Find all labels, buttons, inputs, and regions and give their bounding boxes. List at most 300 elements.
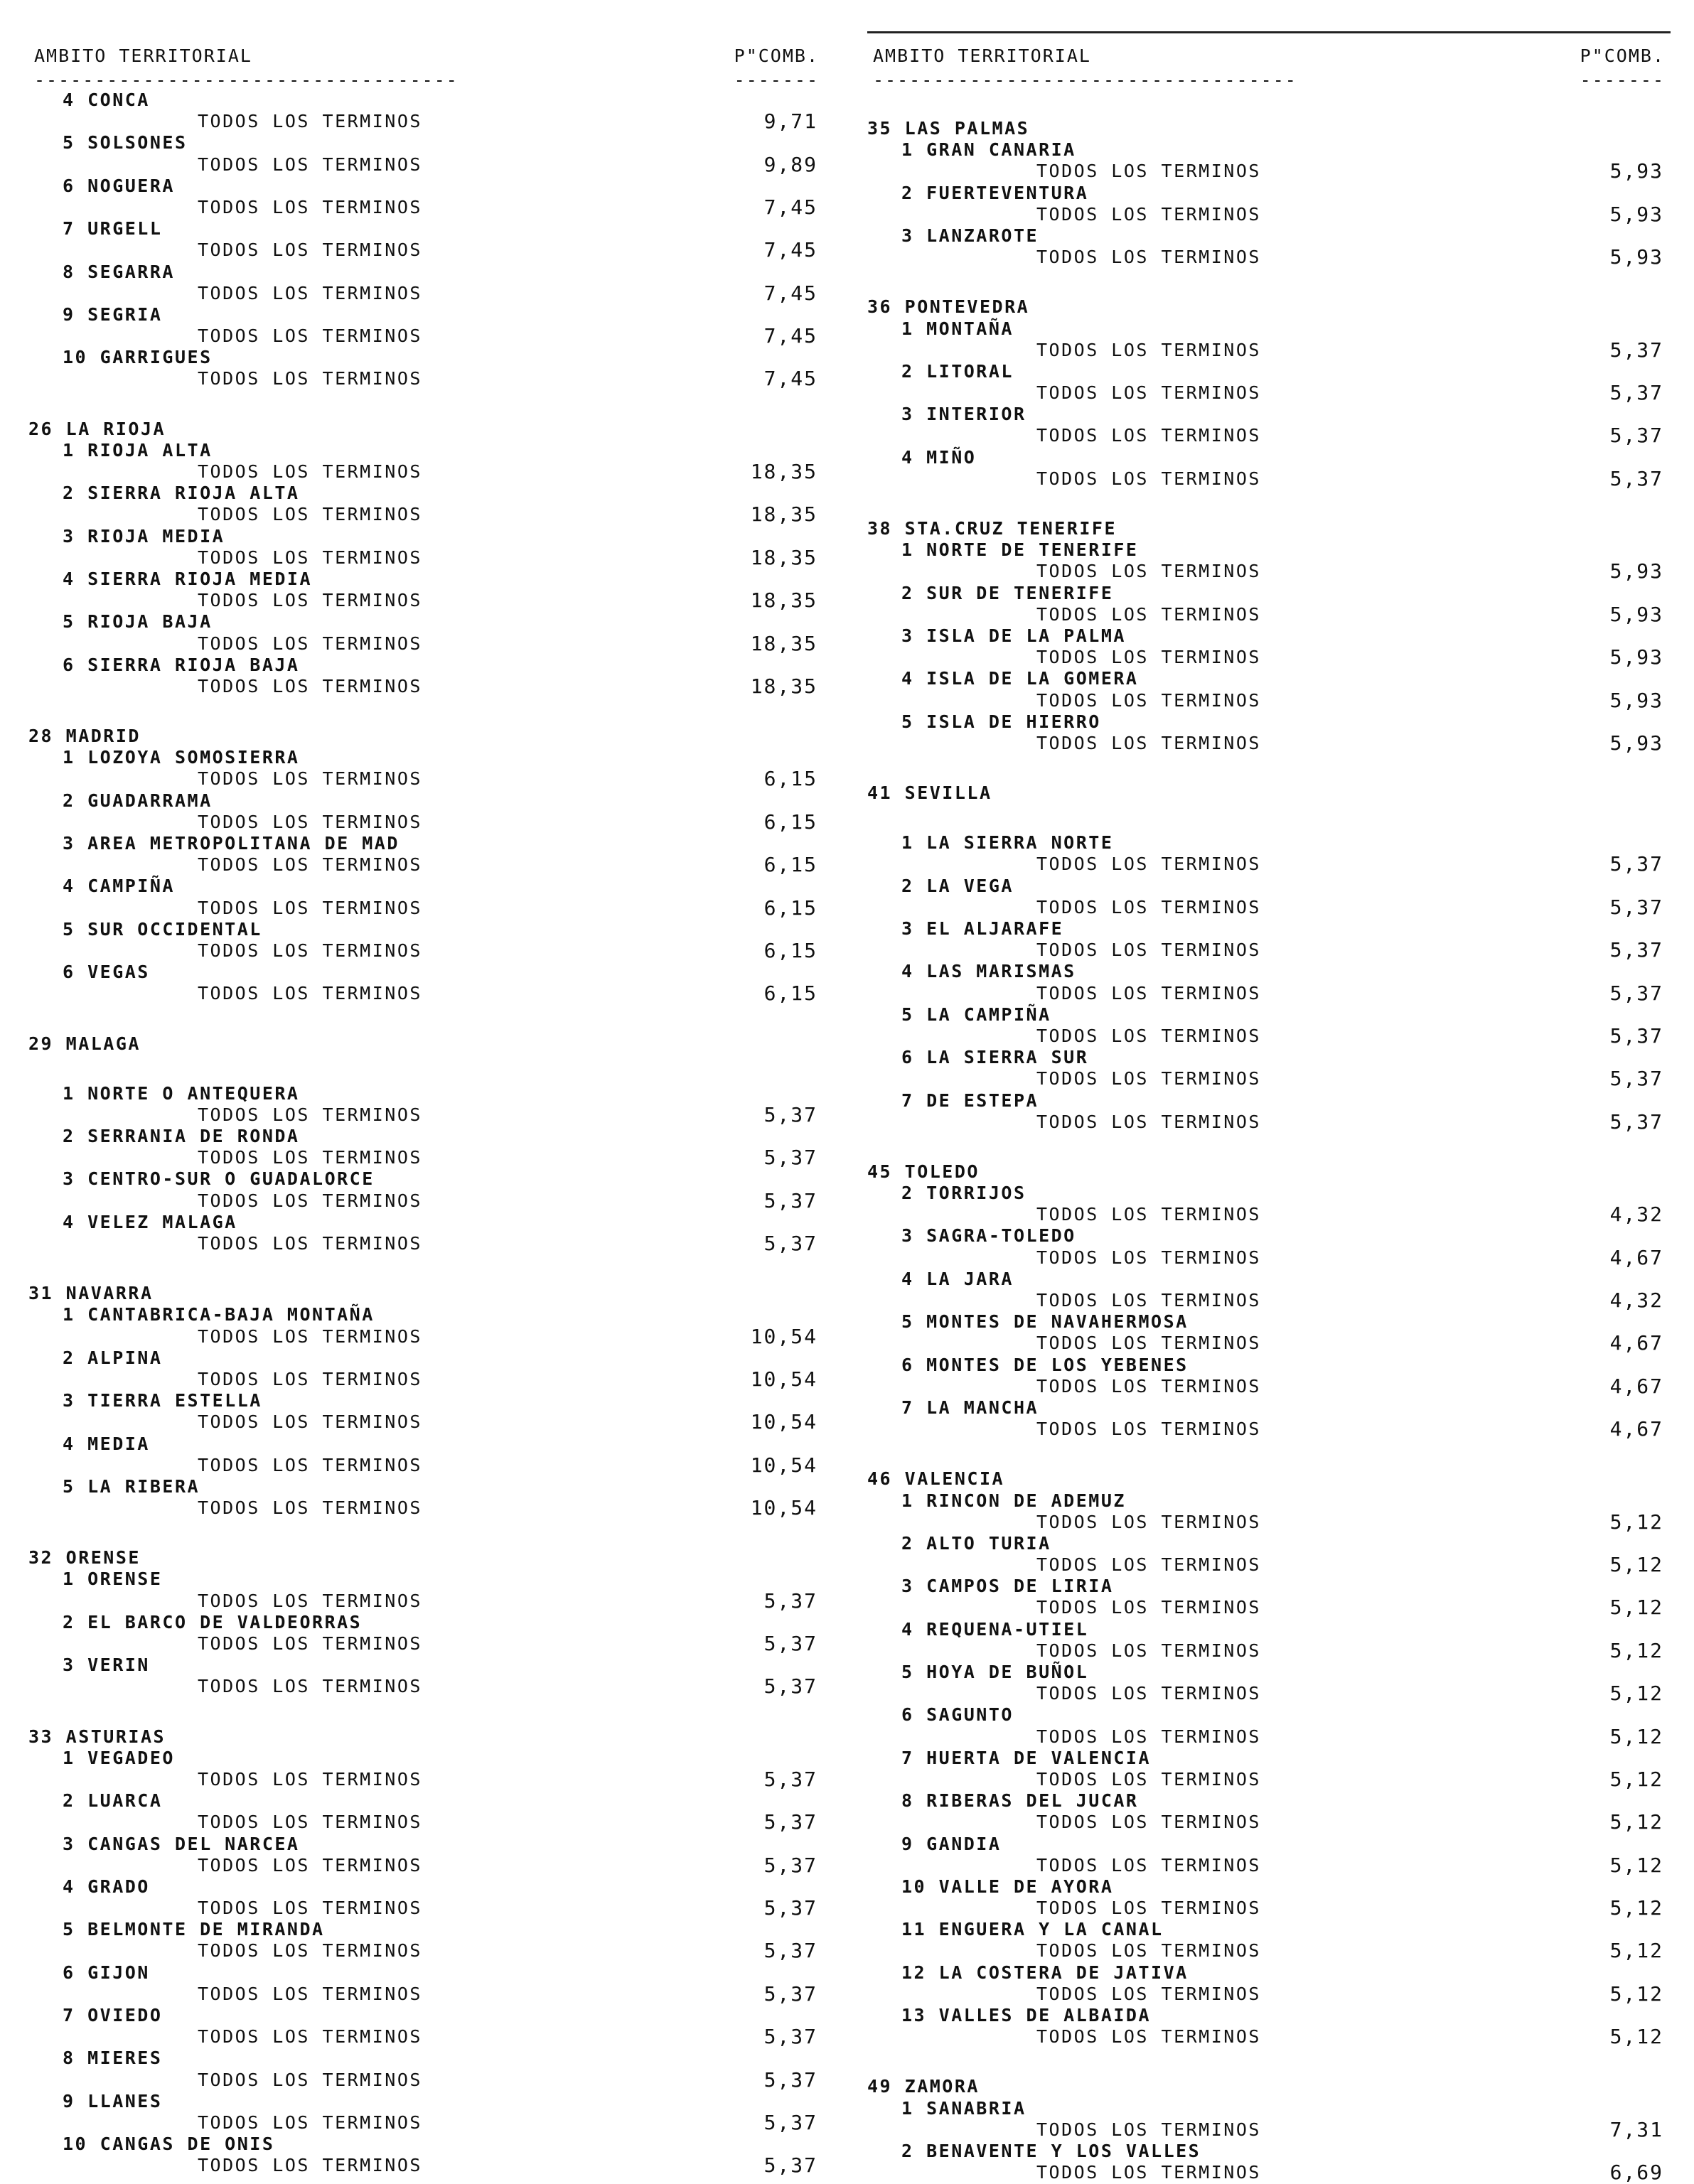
pcomb-value: 5,37 [763, 1674, 817, 1699]
terms-label: TODOS LOS TERMINOS [198, 675, 422, 696]
terms-label: TODOS LOS TERMINOS [198, 1590, 422, 1611]
comarca-label: 2 SUR DE TENERIFE [901, 582, 1114, 603]
pcomb-value: 5,12 [1609, 1638, 1663, 1662]
terms-label: TODOS LOS TERMINOS [198, 504, 422, 525]
pcomb-value: 5,37 [763, 1232, 817, 1255]
pcomb-value: 5,37 [1609, 852, 1663, 876]
spacer [867, 90, 1671, 118]
pcomb-value: 5,37 [763, 1188, 817, 1212]
terms-label: TODOS LOS TERMINOS [198, 633, 422, 654]
terms-label: TODOS LOS TERMINOS [1036, 2119, 1261, 2140]
terms-label: TODOS LOS TERMINOS [1036, 896, 1261, 918]
comarca-row [867, 583, 1671, 604]
terms-row [867, 1109, 1671, 1134]
comarca-row [867, 1662, 1671, 1683]
comarca-label: 5 ISLA DE HIERRO [901, 711, 1101, 732]
comarca-label: 12 LA COSTERA DE JATIVA [901, 1962, 1189, 1983]
pcomb-value: 6,15 [763, 809, 817, 834]
comarca-label: 7 LA MANCHA [901, 1397, 1039, 1418]
terms-row [867, 1512, 1671, 1533]
spacer [28, 390, 825, 419]
comarca-label: 4 ISLA DE LA GOMERA [901, 668, 1139, 689]
table-body-left [28, 90, 825, 2177]
terms-label: TODOS LOS TERMINOS [198, 1411, 422, 1433]
terms-row [867, 1333, 1671, 1354]
terms-label: TODOS LOS TERMINOS [198, 1233, 422, 1254]
pcomb-value: 4,67 [1609, 1417, 1663, 1441]
pcomb-value: 18,35 [750, 674, 817, 698]
comarca-label: 5 RIOJA BAJA [63, 611, 213, 633]
pcomb-value: 5,37 [1609, 938, 1663, 962]
terms-label: TODOS LOS TERMINOS [198, 1940, 422, 1962]
terms-row [867, 2026, 1671, 2048]
terms-row [867, 1597, 1671, 1618]
pcomb-value: 10,54 [750, 1496, 817, 1520]
terms-row [867, 425, 1671, 446]
province-row [867, 2076, 1671, 2097]
pcomb-heading: P"COMB. [734, 45, 819, 66]
terms-label: TODOS LOS TERMINOS [1036, 1768, 1261, 1790]
province-label: 38 STA.CRUZ TENERIFE [867, 518, 1117, 539]
spacer [28, 697, 825, 726]
pcomb-value: 5,12 [1609, 1810, 1663, 1834]
terms-label: TODOS LOS TERMINOS [198, 1812, 422, 1833]
pcomb-value: 6,15 [763, 853, 817, 877]
terms-row [867, 161, 1671, 182]
comarca-label: 7 OVIEDO [63, 2005, 163, 2026]
comarca-row [867, 1834, 1671, 1855]
terms-row [28, 1497, 825, 1519]
pcomb-value: 9,71 [763, 109, 817, 134]
pcomb-value: 5,93 [1609, 645, 1663, 669]
terms-label: TODOS LOS TERMINOS [198, 1983, 422, 2004]
comarca-label: 1 SANABRIA [901, 2097, 1026, 2119]
comarca-row [28, 440, 825, 461]
province-row [28, 1283, 825, 1304]
right-column [867, 0, 1671, 2184]
terms-row [867, 1640, 1671, 1662]
pcomb-value: 18,35 [750, 631, 817, 655]
comarca-row [867, 1225, 1671, 1247]
comarca-row [867, 1311, 1671, 1333]
province-row [867, 1161, 1671, 1183]
comarca-label: 2 SERRANIA DE RONDA [63, 1126, 300, 1147]
comarca-label: 3 CENTRO-SUR O GUADALORCE [63, 1168, 375, 1190]
province-label: 41 SEVILLA [867, 782, 992, 804]
terms-label: TODOS LOS TERMINOS [198, 983, 422, 1004]
comarca-label: 1 ORENSE [63, 1569, 163, 1590]
terms-row [28, 1411, 825, 1433]
pcomb-value: 5,37 [763, 1853, 817, 1877]
province-row [867, 782, 1671, 804]
comarca-row [28, 1569, 825, 1590]
comarca-label: 3 INTERIOR [901, 404, 1026, 425]
table-body-right [867, 90, 1671, 2183]
terms-label: TODOS LOS TERMINOS [198, 2026, 422, 2048]
pcomb-value: 5,37 [763, 2153, 817, 2178]
province-row [28, 1726, 825, 1748]
terms-row [867, 647, 1671, 668]
comarca-label: 2 LITORAL [901, 360, 1014, 382]
comarca-row [867, 1619, 1671, 1640]
province-label: 33 ASTURIAS [28, 1726, 166, 1747]
terms-label: TODOS LOS TERMINOS [198, 1854, 422, 1876]
terms-row [28, 1769, 825, 1790]
terms-row [28, 368, 825, 389]
pcomb-value: 7,45 [763, 238, 817, 262]
comarca-row [28, 569, 825, 590]
comarca-row [28, 876, 825, 897]
comarca-row [28, 1834, 825, 1855]
pcomb-value: 4,67 [1609, 1374, 1663, 1398]
comarca-row [867, 1704, 1671, 1726]
comarca-label: 2 LA VEGA [901, 875, 1014, 896]
terms-row [867, 340, 1671, 361]
comarca-label: 6 SIERRA RIOJA BAJA [63, 654, 300, 675]
terms-label: TODOS LOS TERMINOS [1036, 1375, 1261, 1397]
terms-label: TODOS LOS TERMINOS [198, 154, 422, 175]
terms-label: TODOS LOS TERMINOS [198, 1104, 422, 1125]
terms-row [28, 1369, 825, 1390]
pcomb-value: 18,35 [750, 502, 817, 527]
comarca-row [867, 2141, 1671, 2162]
terms-row [28, 547, 825, 569]
comarca-row [28, 919, 825, 940]
province-label: 26 LA RIOJA [28, 418, 166, 439]
comarca-label: 5 LA RIBERA [63, 1475, 200, 1497]
pcomb-value: 5,93 [1609, 202, 1663, 226]
pcomb-value: 5,93 [1609, 731, 1663, 755]
terms-label: TODOS LOS TERMINOS [1036, 647, 1261, 668]
spacer [28, 1055, 825, 1083]
terms-row [28, 590, 825, 611]
terms-label: TODOS LOS TERMINOS [1036, 1898, 1261, 1919]
comarca-row [28, 1655, 825, 1676]
terms-label: TODOS LOS TERMINOS [1036, 1068, 1261, 1090]
terms-row [867, 1376, 1671, 1397]
terms-label: TODOS LOS TERMINOS [1036, 247, 1261, 268]
terms-label: TODOS LOS TERMINOS [198, 1633, 422, 1654]
comarca-row [867, 1355, 1671, 1376]
pcomb-value: 5,37 [763, 1588, 817, 1613]
comarca-row [867, 961, 1671, 982]
pcomb-value: 5,12 [1609, 1724, 1663, 1748]
terms-row [28, 283, 825, 304]
comarca-row [28, 132, 825, 154]
spacer [867, 754, 1671, 782]
comarca-row [28, 2134, 825, 2155]
terms-row [867, 1812, 1671, 1833]
comarca-row [28, 1083, 825, 1104]
comarca-row [28, 1919, 825, 1940]
pcomb-value: 5,37 [763, 2110, 817, 2134]
terms-row [867, 2162, 1671, 2183]
spacer [867, 268, 1671, 296]
pcomb-value: 6,15 [763, 938, 817, 962]
comarca-label: 2 BENAVENTE Y LOS VALLES [901, 2140, 1201, 2161]
pcomb-value: 5,12 [1609, 1939, 1663, 1963]
comarca-row [28, 1347, 825, 1369]
comarca-label: 1 LA SIERRA NORTE [901, 832, 1114, 854]
terms-label: TODOS LOS TERMINOS [198, 1368, 422, 1389]
terms-row [28, 1104, 825, 1126]
spacer [867, 1133, 1671, 1161]
terms-row [28, 461, 825, 483]
comarca-row [867, 1269, 1671, 1290]
comarca-label: 3 EL ALJARAFE [901, 918, 1064, 939]
province-label: 46 VALENCIA [867, 1468, 1005, 1490]
comarca-label: 2 EL BARCO DE VALDEORRAS [63, 1611, 363, 1632]
pcomb-value: 18,35 [750, 588, 817, 613]
terms-row [867, 561, 1671, 582]
comarca-row [28, 176, 825, 197]
terms-label: TODOS LOS TERMINOS [1036, 1333, 1261, 1354]
terms-row [867, 604, 1671, 625]
comarca-label: 10 CANGAS DE ONIS [63, 2134, 275, 2155]
terms-label: TODOS LOS TERMINOS [198, 1325, 422, 1347]
terms-row [28, 1190, 825, 1212]
comarca-label: 4 LAS MARISMAS [901, 961, 1076, 982]
comarca-row [28, 1126, 825, 1147]
comarca-row [28, 962, 825, 983]
terms-row [28, 809, 825, 834]
pcomb-value: 5,37 [1609, 381, 1663, 405]
comarca-label: 1 GRAN CANARIA [901, 139, 1076, 161]
comarca-label: 4 LA JARA [901, 1268, 1014, 1289]
terms-label: TODOS LOS TERMINOS [198, 940, 422, 961]
terms-row [28, 1940, 825, 1962]
province-row [867, 518, 1671, 539]
comarca-label: 9 GANDIA [901, 1833, 1002, 1854]
pcomb-value: 5,12 [1609, 1682, 1663, 1706]
terms-label: TODOS LOS TERMINOS [198, 282, 422, 303]
comarca-row [867, 1090, 1671, 1112]
pcomb-value: 5,37 [1609, 981, 1663, 1005]
terms-row [867, 940, 1671, 961]
spacer [867, 1440, 1671, 1468]
terms-row [867, 2119, 1671, 2141]
pcomb-value: 6,15 [763, 981, 817, 1006]
terms-label: TODOS LOS TERMINOS [1036, 1247, 1261, 1268]
top-rule [867, 31, 1671, 33]
pcomb-value: 18,35 [750, 545, 817, 569]
terms-row [867, 1940, 1671, 1962]
comarca-row [867, 447, 1671, 468]
comarca-row [867, 2098, 1671, 2119]
comarca-label: 3 RIOJA MEDIA [63, 525, 225, 547]
comarca-label: 3 AREA METROPOLITANA DE MAD [63, 833, 400, 854]
comarca-label: 7 HUERTA DE VALENCIA [901, 1747, 1152, 1768]
comarca-label: 4 MEDIA [63, 1433, 150, 1454]
header-rule-short: ------- [734, 70, 819, 90]
terms-row [867, 1554, 1671, 1576]
pcomb-value: 5,37 [1609, 895, 1663, 919]
terms-label: TODOS LOS TERMINOS [198, 461, 422, 482]
pcomb-value: 5,37 [763, 2025, 817, 2049]
terms-label: TODOS LOS TERMINOS [198, 2069, 422, 2090]
comarca-label: 10 GARRIGUES [63, 347, 213, 368]
comarca-row [867, 2005, 1671, 2026]
pcomb-value: 18,35 [750, 460, 817, 483]
terms-label: TODOS LOS TERMINOS [198, 1898, 422, 1919]
terms-label: TODOS LOS TERMINOS [198, 240, 422, 261]
comarca-label: 4 CONCA [63, 90, 150, 110]
spacer [28, 1005, 825, 1033]
pcomb-value: 5,12 [1609, 1896, 1663, 1920]
comarca-label: 8 RIBERAS DEL JUCAR [901, 1790, 1139, 1812]
terms-label: TODOS LOS TERMINOS [1036, 1204, 1261, 1225]
terms-label: TODOS LOS TERMINOS [1036, 1640, 1261, 1661]
comarca-row [28, 1212, 825, 1233]
comarca-row [28, 611, 825, 633]
terms-label: TODOS LOS TERMINOS [1036, 2026, 1261, 2048]
comarca-row [867, 1004, 1671, 1026]
province-label: 29 MALAGA [28, 1033, 141, 1054]
comarca-row [867, 1748, 1671, 1769]
comarca-label: 2 ALPINA [63, 1347, 163, 1368]
pcomb-value: 9,89 [763, 152, 817, 176]
terms-row [28, 1676, 825, 1697]
left-column [28, 0, 825, 2178]
comarca-row [28, 1390, 825, 1411]
pcomb-value: 5,12 [1609, 2025, 1663, 2049]
pcomb-value: 10,54 [750, 1453, 817, 1477]
terms-label: TODOS LOS TERMINOS [198, 1676, 422, 1697]
pcomb-heading: P"COMB. [1580, 45, 1665, 66]
header-rule-short: ------- [1580, 70, 1665, 90]
province-label: 45 TOLEDO [867, 1161, 980, 1182]
terms-label: TODOS LOS TERMINOS [1036, 1025, 1261, 1046]
terms-row [28, 633, 825, 655]
comarca-label: 6 LA SIERRA SUR [901, 1047, 1089, 1068]
header-rule: ----------------------------------- [873, 70, 1297, 90]
comarca-label: 1 VEGADEO [63, 1747, 175, 1768]
comarca-row [867, 361, 1671, 382]
comarca-label: 1 RINCON DE ADEMUZ [901, 1490, 1126, 1511]
comarca-row [28, 347, 825, 368]
pcomb-value: 5,12 [1609, 1510, 1663, 1534]
comarca-label: 13 VALLES DE ALBAIDA [901, 2005, 1152, 2026]
terms-row [28, 1981, 825, 2006]
terms-label: TODOS LOS TERMINOS [198, 326, 422, 347]
comarca-row [28, 1790, 825, 1812]
province-label: 32 ORENSE [28, 1547, 141, 1569]
terms-label: TODOS LOS TERMINOS [1036, 1812, 1261, 1833]
terms-label: TODOS LOS TERMINOS [1036, 854, 1261, 875]
terms-row [28, 895, 825, 920]
terms-row [867, 1290, 1671, 1311]
comarca-label: 1 MONTAÑA [901, 318, 1014, 339]
terms-row [28, 1588, 825, 1613]
terms-row [867, 733, 1671, 754]
comarca-label: 5 BELMONTE DE MIRANDA [63, 1919, 325, 1940]
comarca-label: 5 SUR OCCIDENTAL [63, 918, 262, 940]
terms-row [867, 1855, 1671, 1876]
terms-label: TODOS LOS TERMINOS [198, 1190, 422, 1211]
terms-row [28, 1812, 825, 1833]
terms-row [28, 1855, 825, 1876]
comarca-label: 7 DE ESTEPA [901, 1090, 1039, 1111]
comarca-row [28, 526, 825, 547]
terms-label: TODOS LOS TERMINOS [198, 1454, 422, 1475]
comarca-label: 3 ISLA DE LA PALMA [901, 625, 1126, 646]
terms-label: TODOS LOS TERMINOS [1036, 1983, 1261, 2004]
comarca-row [867, 1183, 1671, 1204]
pcomb-value: 5,37 [763, 1810, 817, 1834]
province-row [28, 1033, 825, 1055]
comarca-label: 9 SEGRIA [63, 303, 163, 325]
terms-row [28, 504, 825, 525]
pcomb-value: 10,54 [750, 1410, 817, 1434]
comarca-label: 3 SAGRA-TOLEDO [901, 1225, 1076, 1247]
terms-row [867, 1726, 1671, 1748]
pcomb-value: 5,93 [1609, 688, 1663, 712]
comarca-row [28, 1476, 825, 1497]
terms-label: TODOS LOS TERMINOS [1036, 603, 1261, 625]
terms-row [28, 768, 825, 790]
comarca-row [28, 655, 825, 676]
terms-label: TODOS LOS TERMINOS [1036, 1597, 1261, 1618]
comarca-label: 8 SEGARRA [63, 261, 175, 282]
comarca-row [28, 1748, 825, 1769]
terms-row [867, 1247, 1671, 1269]
pcomb-value: 4,32 [1609, 1203, 1663, 1227]
terms-label: TODOS LOS TERMINOS [198, 1768, 422, 1790]
comarca-row [28, 1612, 825, 1633]
province-label: 49 ZAMORA [867, 2076, 980, 2097]
comarca-row [867, 1919, 1671, 1940]
ambito-heading: AMBITO TERRITORIAL [34, 45, 252, 66]
province-row [28, 419, 825, 440]
terms-label: TODOS LOS TERMINOS [198, 768, 422, 790]
comarca-label: 3 CANGAS DEL NARCEA [63, 1833, 300, 1854]
terms-row [28, 240, 825, 261]
comarca-label: 8 MIERES [63, 2048, 163, 2069]
comarca-label: 6 GIJON [63, 1962, 150, 1983]
comarca-row [867, 711, 1671, 733]
pcomb-value: 5,37 [1609, 1023, 1663, 1048]
ambito-heading: AMBITO TERRITORIAL [873, 45, 1091, 66]
pcomb-value: 5,37 [763, 1896, 817, 1920]
terms-row [867, 382, 1671, 404]
pcomb-value: 5,37 [763, 1146, 817, 1170]
comarca-row [867, 1533, 1671, 1554]
column-header [28, 45, 825, 70]
terms-row [867, 1204, 1671, 1225]
column-header [867, 45, 1671, 70]
province-label: 31 NAVARRA [28, 1283, 154, 1304]
province-row [28, 726, 825, 747]
pcomb-value: 6,15 [763, 895, 817, 920]
pcomb-value: 5,37 [763, 1767, 817, 1791]
comarca-row [867, 832, 1671, 854]
comarca-label: 6 VEGAS [63, 962, 150, 983]
pcomb-value: 6,69 [1609, 2161, 1663, 2184]
terms-row [28, 1898, 825, 1919]
pcomb-value: 5,37 [1609, 466, 1663, 490]
spacer [867, 490, 1671, 518]
terms-row [28, 2067, 825, 2092]
terms-row [867, 1683, 1671, 1704]
comarca-row [867, 918, 1671, 940]
terms-row [28, 2112, 825, 2134]
terms-row [28, 111, 825, 132]
comarca-row [28, 2091, 825, 2112]
terms-label: TODOS LOS TERMINOS [1036, 203, 1261, 225]
terms-label: TODOS LOS TERMINOS [1036, 689, 1261, 711]
pcomb-value: 5,37 [763, 1102, 817, 1126]
terms-label: TODOS LOS TERMINOS [1036, 982, 1261, 1004]
